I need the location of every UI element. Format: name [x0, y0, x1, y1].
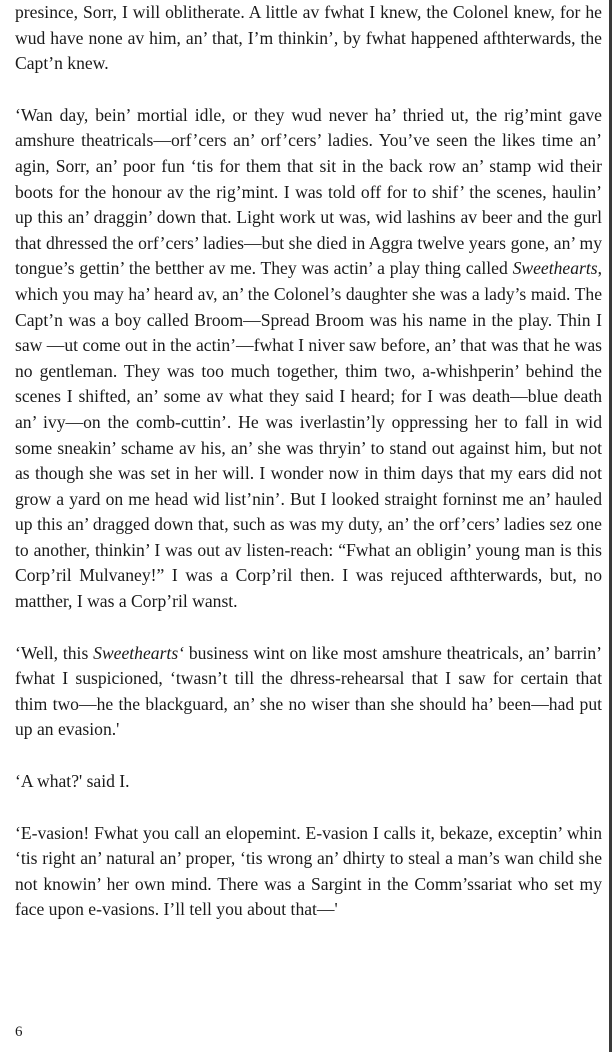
paragraph-2-text-a: ‘Wan day, bein’ mortial idle, or they wud never ha’ thried ut, the rig’mint gave amshure theatricals—orf’cers an’ orf’cers’ ladies. You’ve seen the likes time an’ agin, Sorr, an’ poor fun ‘tis for them that sit in the back row an’ stamp wid their boots for the honour av the rig’mint. I was told off for to shif’ the scenes, haulin’ up this an’ draggin’ down that. Light work ut was, wid lashins av beer and the gurl that dhressed the orf’cers’ ladies—but she died in Aggra twelve years gone, an’ my tongue’s gettin’ the betther av me. They was actin’ a play thing called	[15, 104, 602, 279]
book-page	[15, 0, 602, 923]
paragraph-4-text: ‘A what?' said I.	[15, 771, 130, 792]
paragraph-5	[15, 821, 602, 923]
paragraph-3-text-a: ‘Well, this	[15, 642, 94, 663]
play-title-sweethearts-2: Sweethearts‘	[93, 642, 185, 663]
paragraph-3	[15, 641, 602, 743]
paragraph-2-text-b: , which you may ha’ heard av, an’ the Colonel’s daughter she was a lady’s maid. The Capt’n was a boy called Broom—Spread Broom was his name in the play. Thin I saw —ut come out in the actin’—fwhat I niver saw before, an’ that was that he was no gentleman. They was too much together, thim two, a-whishperin’ behind the scenes I shifted, an’ some av what they said I heard; for I was death—blue death an’ ivy—on the comb-cuttin’. He was iverlastin’ly oppressing her to fall in wid some sneakin’ schame av his, an’ she was thryin’ to stand out against him, but not as though she was set in her will. I wonder now in thim days that my ears did not grow a yard on me head wid list’nin’. But I looked straight forninst me an’ hauled up this an’ dragged down that, such as was my duty, an’ the orf’cers’ ladies sez one to another, thinkin’ I was out av listen-reach: “Fwhat an obligin’ young man is this Corp’ril Mulvaney!” I was a Corp’ril then. I was rejuced afthterwards, but, no matther, I was a Corp’ril wanst.	[15, 258, 602, 612]
paragraph-1	[15, 0, 602, 77]
page-number: 6	[15, 1024, 23, 1040]
paragraph-3-text-b: business wint on like most amshure theatricals, an’ barrin’ fwhat I suspicioned, ‘twasn’t till the dhress-rehearsal that I saw for certain that thim two—he the blackguard, an’ she no wiser than she should ha’ been—had put up an evasion.'	[15, 642, 602, 740]
play-title-sweethearts: Sweethearts	[512, 258, 598, 279]
paragraph-4	[15, 769, 602, 795]
paragraph-1-text: presince, Sorr, I will oblitherate. A little av fwhat I knew, the Colonel knew, for he wud have none av him, an’ that, I’m thinkin’, by fwhat happened afthterwards, the Capt’n knew.	[15, 2, 602, 74]
paragraph-2	[15, 103, 602, 615]
paragraph-5-text: ‘E-vasion! Fwhat you call an elopemint. E-vasion I calls it, bekaze, exceptin’ whin ‘tis right an’ natural an’ proper, ‘tis wrong an’ dhirty to steal a man’s wan child she not knowin’ her own mind. There was a Sargint in the Comm’ssariat who set my face upon e-vasions. I’ll tell you about that—'	[15, 822, 602, 920]
